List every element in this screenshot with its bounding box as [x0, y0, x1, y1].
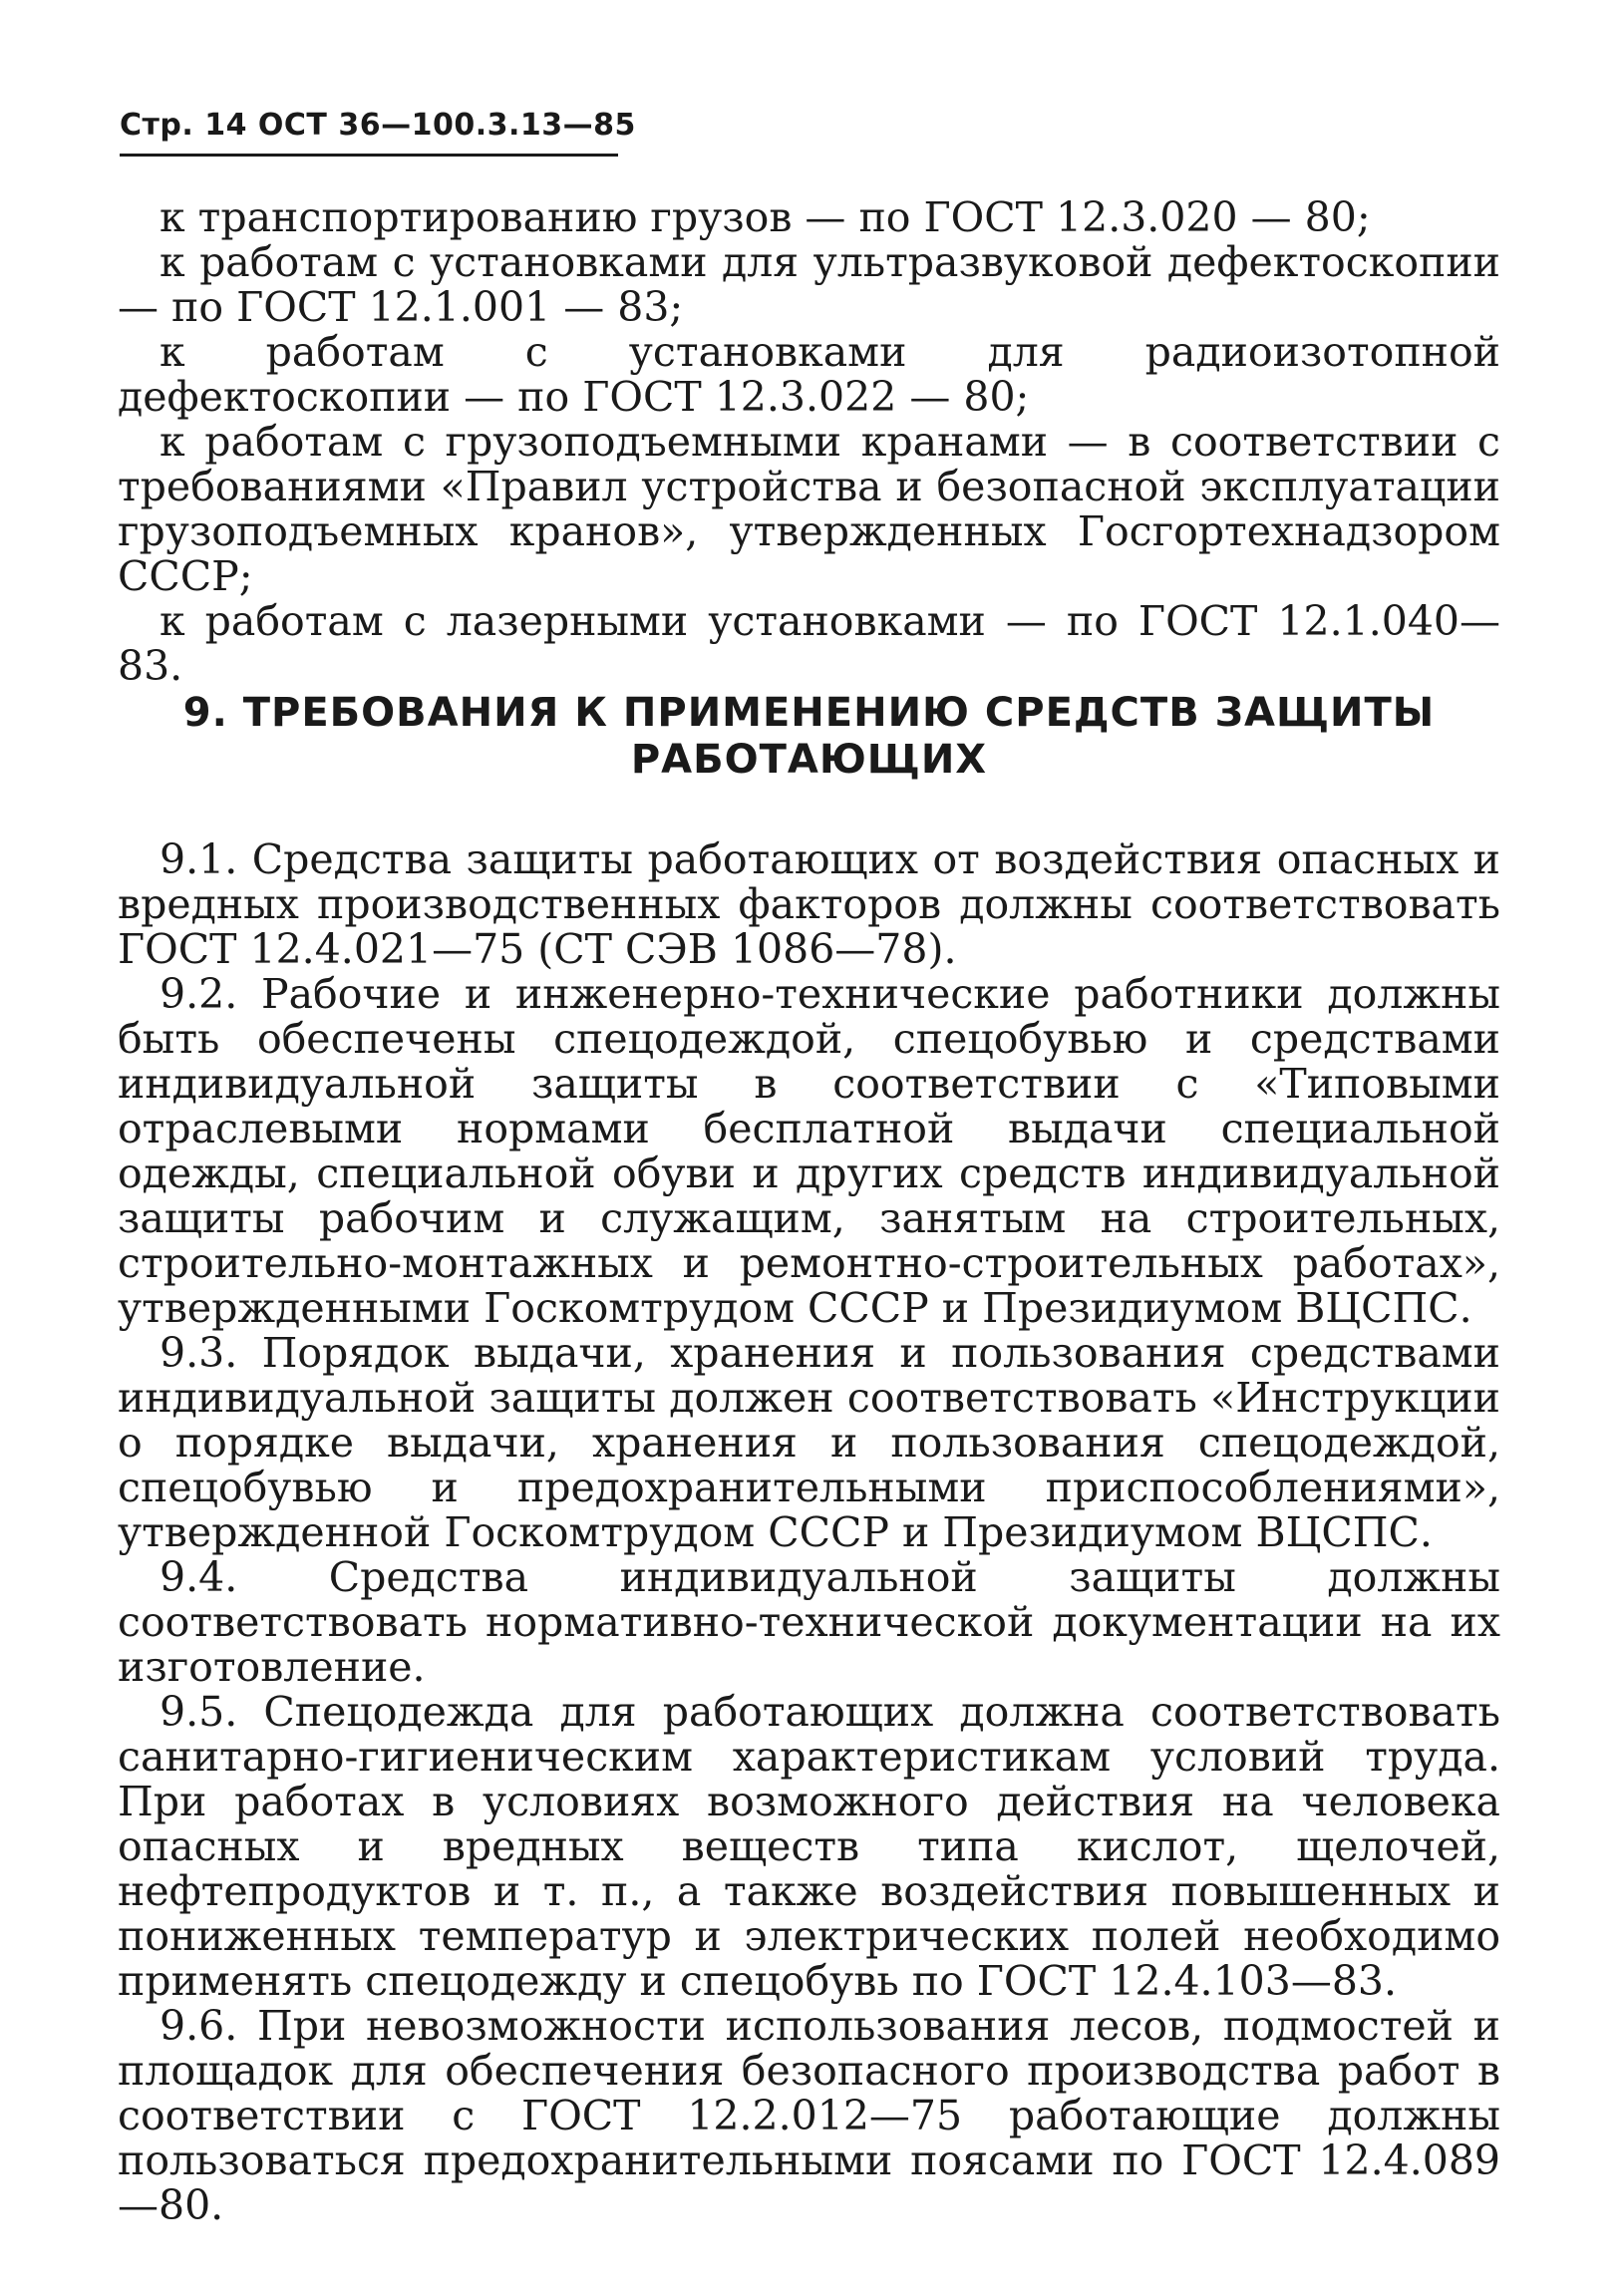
- requirements-list: [118, 195, 1500, 689]
- section-title: [118, 690, 1500, 784]
- section-title-line2: РАБОТАЮЩИХ: [630, 737, 988, 783]
- list-item: к работам с установками для радиоизотопной дефектоскопии — по ГОСТ 12.3.022 — 80;: [118, 328, 1500, 421]
- list-item: к работам с лазерными установками — по ГОСТ 12.1.040—83.: [118, 597, 1500, 690]
- page-header: Стр. 14 ОСТ 36—100.3.13—85: [120, 108, 636, 143]
- section-title-line1: 9. ТРЕБОВАНИЯ К ПРИМЕНЕНИЮ СРЕДСТВ ЗАЩИТЫ: [182, 690, 1436, 736]
- paragraph-9-1: 9.1. Средства защиты работающих от воздействия опасных и вредных производственных факторов должны соответствовать ГОСТ 12.4.021—75 (СТ СЭВ 1086—78).: [118, 835, 1500, 973]
- paragraph-9-6: 9.6. При невозможности использования лесов, подмостей и площадок для обеспечения безопасного производства работ в соответствии с ГОСТ 12.2.012—75 работающие должны пользоваться предохранительными поясами по ГОСТ 12.4.089—80.: [118, 2002, 1500, 2229]
- list-item: к работам с грузоподъемными кранами — в соответствии с требованиями «Правил устройства и безопасной эксплуатации грузоподъемных кранов», утвержденных Госгортехнадзором СССР;: [118, 418, 1500, 600]
- paragraph-9-2: 9.2. Рабочие и инженерно-технические работники должны быть обеспечены спецодеждой, спецобувью и средствами индивидуальной защиты в соответствии с «Типовыми отраслевыми нормами бесплатной выдачи специальной одежды, специальной обуви и других средств индивидуальной защиты рабочим и служащим, занятым на строительных, строительно-монтажных и ремонтно-строительных работах», утвержденными Госкомтрудом СССР и Президиумом ВЦСПС.: [118, 970, 1500, 1332]
- list-item: к транспортированию грузов — по ГОСТ 12.3.020 — 80;: [160, 193, 1371, 241]
- paragraph-9-4: 9.4. Средства индивидуальной защиты должны соответствовать нормативно-технической документации на их изготовление.: [118, 1553, 1500, 1691]
- paragraph-9-5: 9.5. Спецодежда для работающих должна соответствовать санитарно-гигиеническим характеристикам условий труда. При работах в условиях возможного действия на человека опасных и вредных веществ типа кислот, щелочей, нефтепродуктов и т. п., а также воздействия повышенных и пониженных температур и электрических полей необходимо применять спецодежду и спецобувь по ГОСТ 12.4.103—83.: [118, 1688, 1500, 2005]
- paragraph-9-3: 9.3. Порядок выдачи, хранения и пользования средствами индивидуальной защиты должен соответствовать «Инструкции о порядке выдачи, хранения и пользования спецодеждой, спецобувью и предохранительными приспособлениями», утвержденной Госкомтрудом СССР и Президиумом ВЦСПС.: [118, 1329, 1500, 1556]
- list-item: к работам с установками для ультразвуковой дефектоскопии — по ГОСТ 12.1.001 — 83;: [118, 238, 1500, 331]
- section-body: [118, 837, 1500, 2228]
- header-rule: [120, 154, 618, 157]
